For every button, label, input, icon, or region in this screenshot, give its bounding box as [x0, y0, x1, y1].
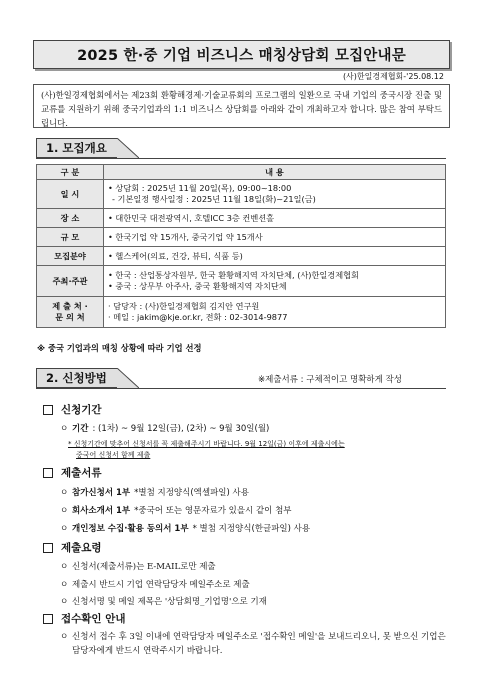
table-head-key: 구 분: [37, 165, 104, 180]
table-row: [37, 209, 446, 228]
contact-email-line: · 메일 : jakim@kje.or.kr, 전화 : 02-3014-9877: [108, 312, 288, 322]
section-1-label: 1. 모집개요: [36, 138, 117, 158]
period-item-label: 기간: [72, 424, 89, 434]
doc-item-text: *별첨 지정양식(엑셀파일) 사용: [134, 488, 249, 498]
bullet-icon: ㅇ: [60, 506, 69, 516]
datetime-line-2: - 기본일정 행사일정 : 2025년 11월 18일(화)~21일(금): [112, 194, 316, 204]
table-row: [37, 247, 446, 266]
contact-person-line: · 담당자 : (사)한일경제협회 김지안 연구원: [108, 301, 260, 311]
period-item: [60, 422, 269, 434]
row-key-contact: [37, 297, 104, 328]
list-item: [60, 560, 216, 572]
row-key-venue: 장 소: [37, 209, 104, 228]
guide-heading: [43, 540, 102, 555]
row-key-field: 모집분야: [37, 247, 104, 266]
guide-item-text: 신청서(제출서류)는 E-MAIL로만 제출: [72, 562, 216, 572]
section-2-rule: [36, 388, 446, 389]
confirm-heading-text: 접수확인 안내: [61, 613, 126, 625]
guide-item-text: 제출시 반드시 기업 연락담당자 메일주소로 제출: [72, 580, 250, 590]
confirm-item: [60, 630, 452, 658]
selection-note: ※ 중국 기업과의 매칭 상황에 따라 기업 선정: [37, 343, 202, 353]
doc-item-label: 참가신청서 1부: [72, 488, 131, 498]
checkbox-square-icon: [43, 405, 53, 415]
list-item: [60, 522, 310, 534]
row-value-contact: [104, 297, 446, 328]
guide-heading-text: 제출요령: [61, 542, 102, 554]
submit-docs-note: ※제출서류 : 구체적이고 명확하게 작성: [258, 375, 402, 385]
checkbox-square-icon: [43, 468, 53, 478]
row-value-host: [104, 266, 446, 297]
row-key-scale: 규 모: [37, 228, 104, 247]
section-1-header-slant: [117, 138, 139, 158]
document-title: 2025 한·중 기업 비즈니스 매칭상담회 모집안내문: [77, 48, 406, 64]
section-2-label: 2. 신청방법: [36, 368, 117, 388]
table-row: [37, 228, 446, 247]
bullet-icon: ㅇ: [60, 424, 69, 434]
list-item: [60, 504, 292, 516]
bullet-icon: ㅇ: [60, 580, 69, 590]
table-row: [37, 266, 446, 297]
datetime-line-1: • 상담회 : 2025년 11월 20일(목), 09:00~18:00: [108, 183, 292, 193]
row-key-datetime: 일 시: [37, 180, 104, 209]
table-head-value: 내 용: [104, 165, 446, 180]
row-value-field: • 헬스케어(의료, 건강, 뷰티, 식품 등): [104, 247, 446, 266]
contact-key-line-1: 제 출 처 ·: [52, 301, 88, 311]
bullet-icon: ㅇ: [60, 562, 69, 572]
confirm-text: 신청서 접수 후 3일 이내에 연락담당자 메일주소로 '접수확인 메일'을 보내드리오니, 못 받으신 기업은 담당자에게 반드시 연락주시기 바랍니다.: [72, 632, 446, 656]
intro-paragraph: (사)한일경제협회에서는 제23회 환황해경제·기술교류회의 프로그램의 일환으로 국내 기업의 중국시장 진출 및 교류를 지원하기 위해 중국기업과의 1:1 비즈니스 상담회를 아래와 같이 개최하고자 합니다. 많은 참여 부탁드립니다.: [33, 84, 450, 128]
docs-heading: [43, 465, 102, 480]
section-2-header-slant: [117, 368, 139, 388]
row-value-datetime: [104, 180, 446, 209]
list-item: [60, 486, 249, 498]
bullet-icon: ㅇ: [60, 632, 69, 642]
period-item-text: : (1차) ~ 9월 12일(금), (2차) ~ 9월 30일(월): [92, 424, 270, 434]
table-row: [37, 297, 446, 328]
doc-item-label: 개인정보 수집·활용 동의서 1부: [72, 524, 189, 534]
row-value-venue: • 대한민국 대전광역시, 호텔ICC 3층 컨벤션홀: [104, 209, 446, 228]
row-value-scale: • 한국기업 약 15개사, 중국기업 약 15개사: [104, 228, 446, 247]
bullet-icon: ㅇ: [60, 488, 69, 498]
period-heading: [43, 402, 102, 417]
checkbox-square-icon: [43, 543, 53, 553]
row-key-host: 주최·주관: [37, 266, 104, 297]
contact-key-line-2: 문 의 처: [55, 312, 85, 322]
docs-heading-text: 제출서류: [61, 467, 102, 479]
period-fine-line-2: 중국어 신청서 함께 제출: [76, 451, 151, 459]
host-line-china: • 중국 : 상무부 아주사, 중국 환황해지역 자치단체: [108, 281, 287, 291]
period-fine-line-1: * 신청기간에 맞추어 신청서를 꼭 제출해주시기 바랍니다. 9월 12일(금) 이후에 제출시에는: [68, 440, 345, 448]
guide-item-text: 신청서명 및 메일 제목은 '상담회명_기업명'으로 기재: [72, 597, 267, 607]
period-fine-print: [68, 439, 345, 461]
doc-item-text: *중국어 또는 영문자료가 있을시 같이 첨부: [134, 506, 292, 516]
section-1-header: [36, 138, 139, 158]
confirm-heading: [43, 611, 126, 626]
bullet-icon: ㅇ: [60, 597, 69, 607]
doc-item-label: 회사소개서 1부: [72, 506, 131, 516]
overview-table: [36, 164, 446, 328]
table-row: [37, 180, 446, 209]
list-item: [60, 595, 267, 607]
doc-item-text: * 별첨 지정양식(한글파일) 사용: [192, 524, 311, 534]
checkbox-square-icon: [43, 614, 53, 624]
host-line-korea: • 한국 : 산업통상자원부, 한국 환황해지역 자치단체, (사)한일경제협회: [108, 270, 359, 280]
period-heading-text: 신청기간: [61, 404, 102, 416]
list-item: [60, 578, 250, 590]
document-title-box: [33, 40, 450, 69]
section-1-rule: [36, 158, 446, 159]
section-2-header: [36, 368, 139, 388]
table-header-row: [37, 165, 446, 180]
bullet-icon: ㅇ: [60, 524, 69, 534]
org-date: (사)한일경제협회-'25.08.12: [342, 72, 444, 81]
